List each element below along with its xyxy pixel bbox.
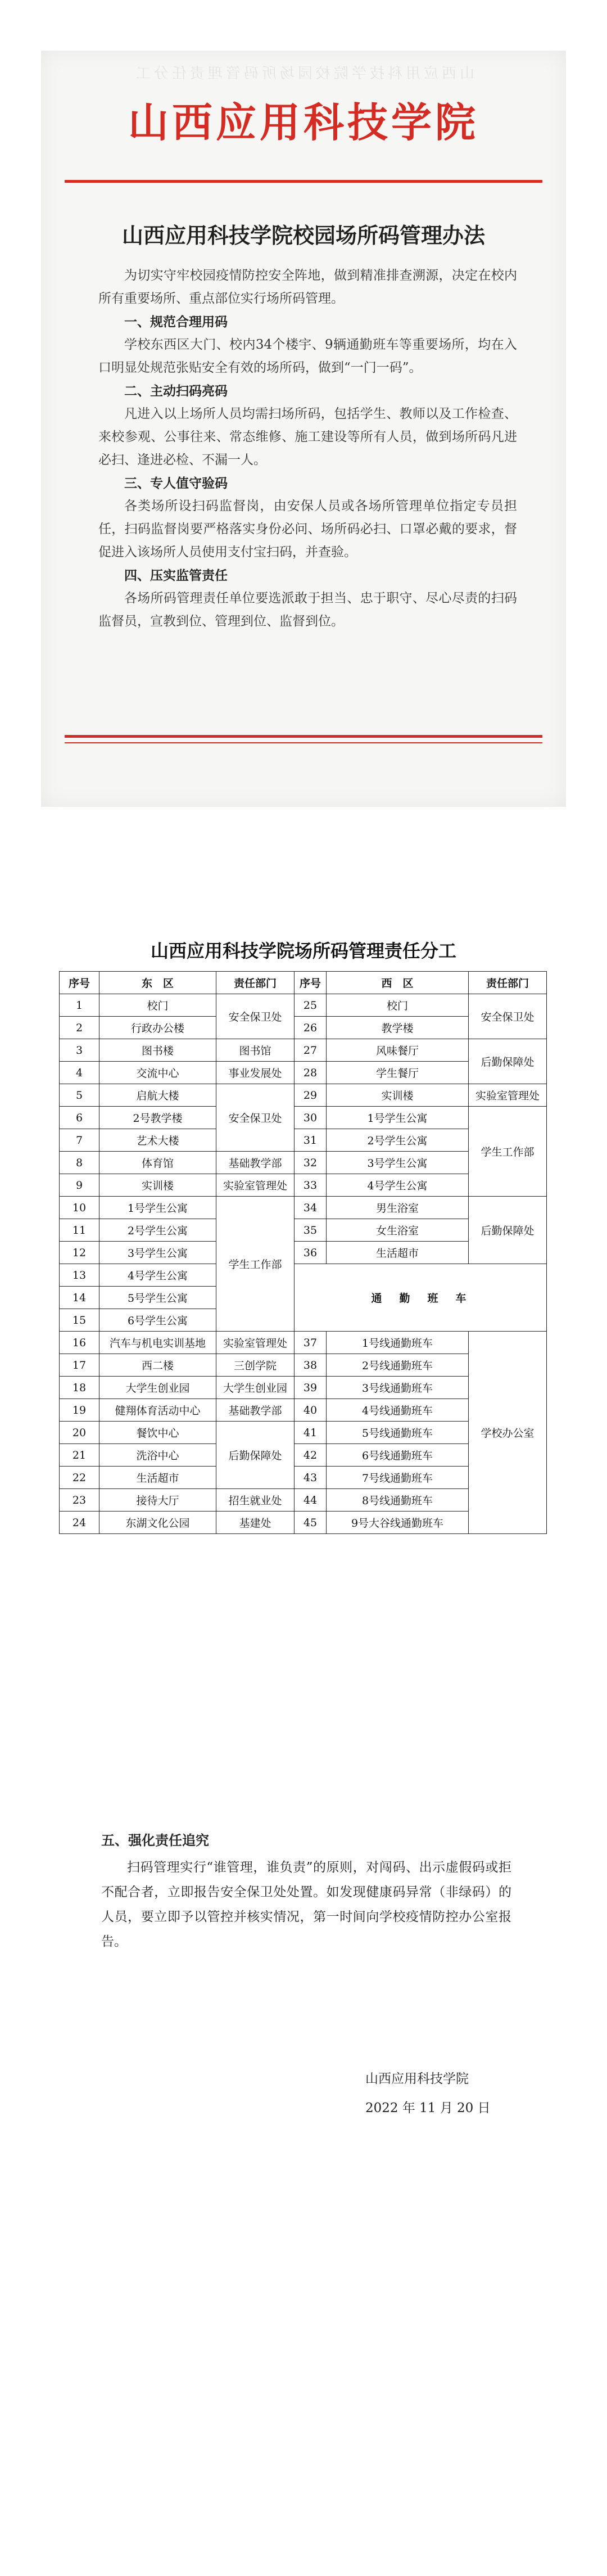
west-place: 6号线通勤班车 xyxy=(327,1444,469,1467)
east-dept: 基建处 xyxy=(216,1512,295,1534)
row-no: 26 xyxy=(295,1017,327,1039)
header-dept: 责任部门 xyxy=(216,972,295,994)
east-dept: 基础教学部 xyxy=(216,1399,295,1422)
signature-org: 山西应用科技学院 xyxy=(365,2072,469,2086)
west-dept: 后勤保障处 xyxy=(469,1039,547,1084)
row-no: 33 xyxy=(295,1174,327,1197)
row-no: 28 xyxy=(295,1062,327,1084)
row-no: 13 xyxy=(60,1264,99,1287)
west-place: 3号线通勤班车 xyxy=(327,1377,469,1399)
west-place: 1号线通勤班车 xyxy=(327,1332,469,1354)
row-no: 31 xyxy=(295,1129,327,1152)
west-place: 5号线通勤班车 xyxy=(327,1422,469,1444)
section-heading: 二、主动扫码亮码 xyxy=(124,384,228,399)
row-no: 30 xyxy=(295,1107,327,1129)
east-dept: 安全保卫处 xyxy=(216,994,295,1039)
header-west: 西 区 xyxy=(327,972,469,994)
signature-date: 2022 年 11 月 20 日 xyxy=(365,2101,491,2115)
row-no: 7 xyxy=(60,1129,99,1152)
east-dept: 招生就业处 xyxy=(216,1489,295,1512)
row-no: 12 xyxy=(60,1242,99,1264)
east-place: 2号学生公寓 xyxy=(99,1219,216,1242)
table-row xyxy=(60,994,547,1017)
row-no: 1 xyxy=(60,994,99,1017)
east-dept: 大学生创业园 xyxy=(216,1377,295,1399)
east-dept: 图书馆 xyxy=(216,1039,295,1062)
header-no: 序号 xyxy=(60,972,99,994)
row-no: 27 xyxy=(295,1039,327,1062)
east-place: 实训楼 xyxy=(99,1174,216,1197)
row-no: 10 xyxy=(60,1197,99,1219)
section-text: 学校东西区大门、校内34个楼宇、9辆通勤班车等重要场所，均在入口明显处规范张贴安全有效的场所码，做到“一门一码”。 xyxy=(98,337,517,375)
east-place: 2号教学楼 xyxy=(99,1107,216,1129)
table-row xyxy=(60,1332,547,1354)
row-no: 16 xyxy=(60,1332,99,1354)
west-dept: 安全保卫处 xyxy=(469,994,547,1039)
west-place: 2号线通勤班车 xyxy=(327,1354,469,1377)
west-dept: 实验室管理处 xyxy=(469,1084,547,1107)
east-dept: 学生工作部 xyxy=(216,1197,295,1332)
notice-title: 山西应用科技学院校园场所码管理办法 xyxy=(121,223,485,248)
west-dept: 后勤保障处 xyxy=(469,1197,547,1264)
section-heading: 四、压实监管责任 xyxy=(124,568,228,583)
west-place: 生活超市 xyxy=(327,1242,469,1264)
east-place: 生活超市 xyxy=(99,1467,216,1489)
west-place: 实训楼 xyxy=(327,1084,469,1107)
row-no: 14 xyxy=(60,1287,99,1309)
east-place: 健翔体育活动中心 xyxy=(99,1399,216,1422)
section-five-heading: 五、强化责任追究 xyxy=(101,1832,209,1848)
east-dept: 后勤保障处 xyxy=(216,1422,295,1489)
row-no: 45 xyxy=(295,1512,327,1534)
row-no: 6 xyxy=(60,1107,99,1129)
row-no: 20 xyxy=(60,1422,99,1444)
east-place: 体育馆 xyxy=(99,1152,216,1174)
east-place: 洗浴中心 xyxy=(99,1444,216,1467)
west-place: 女生浴室 xyxy=(327,1219,469,1242)
row-no: 4 xyxy=(60,1062,99,1084)
bleed-through-title: 山西应用科技学院校园场所码管理责任分工 xyxy=(133,65,475,82)
east-dept: 事业发展处 xyxy=(216,1062,295,1084)
east-place: 图书楼 xyxy=(99,1039,216,1062)
row-no: 15 xyxy=(60,1309,99,1332)
row-no: 22 xyxy=(60,1467,99,1489)
east-place: 艺术大楼 xyxy=(99,1129,216,1152)
row-no: 37 xyxy=(295,1332,327,1354)
west-dept: 学生工作部 xyxy=(469,1107,547,1197)
west-place: 男生浴室 xyxy=(327,1197,469,1219)
responsibility-table xyxy=(59,971,547,1534)
header-dept: 责任部门 xyxy=(469,972,547,994)
section-heading: 一、规范合理用码 xyxy=(124,314,228,330)
east-place: 4号学生公寓 xyxy=(99,1264,216,1287)
row-no: 34 xyxy=(295,1197,327,1219)
table-row xyxy=(60,1084,547,1107)
notice-body xyxy=(98,264,517,633)
row-no: 40 xyxy=(295,1399,327,1422)
row-no: 42 xyxy=(295,1444,327,1467)
row-no: 44 xyxy=(295,1489,327,1512)
row-no: 3 xyxy=(60,1039,99,1062)
header-rule xyxy=(65,180,542,183)
west-place: 8号线通勤班车 xyxy=(327,1489,469,1512)
table-row xyxy=(60,1264,547,1287)
east-place: 东湖文化公园 xyxy=(99,1512,216,1534)
row-no: 32 xyxy=(295,1152,327,1174)
header-no: 序号 xyxy=(295,972,327,994)
row-no: 41 xyxy=(295,1422,327,1444)
east-place: 6号学生公寓 xyxy=(99,1309,216,1332)
table-row xyxy=(60,1197,547,1219)
table-header-row xyxy=(60,972,547,994)
east-place: 1号学生公寓 xyxy=(99,1197,216,1219)
commuter-bus-section: 通 勤 班 车 xyxy=(295,1264,547,1332)
west-place: 7号线通勤班车 xyxy=(327,1467,469,1489)
section-text: 各场所码管理责任单位要选派敢于担当、忠于职守、尽心尽责的扫码监督员，宣教到位、管理到位、监督到位。 xyxy=(98,591,517,629)
east-place: 餐饮中心 xyxy=(99,1422,216,1444)
east-place: 交流中心 xyxy=(99,1062,216,1084)
table-row xyxy=(60,1107,547,1129)
row-no: 23 xyxy=(60,1489,99,1512)
row-no: 36 xyxy=(295,1242,327,1264)
table-row xyxy=(60,1039,547,1062)
row-no: 38 xyxy=(295,1354,327,1377)
east-place: 大学生创业园 xyxy=(99,1377,216,1399)
east-place: 接待大厅 xyxy=(99,1489,216,1512)
west-place: 2号学生公寓 xyxy=(327,1129,469,1152)
notice-header: 山西应用科技学院 xyxy=(128,99,479,146)
east-dept: 三创学院 xyxy=(216,1354,295,1377)
row-no: 18 xyxy=(60,1377,99,1399)
row-no: 19 xyxy=(60,1399,99,1422)
section-text: 各类场所设扫码监督岗，由安保人员或各场所管理单位指定专员担任，扫码监督岗要严格落实身份必问、场所码必扫、口罩必戴的要求，督促进入该场所人员使用支付宝扫码，并查验。 xyxy=(98,499,517,560)
east-place: 5号学生公寓 xyxy=(99,1287,216,1309)
west-place: 校门 xyxy=(327,994,469,1017)
row-no: 43 xyxy=(295,1467,327,1489)
row-no: 25 xyxy=(295,994,327,1017)
footer-rule xyxy=(65,735,542,738)
east-place: 3号学生公寓 xyxy=(99,1242,216,1264)
west-place: 9号大谷线通勤班车 xyxy=(327,1512,469,1534)
west-place: 风味餐厅 xyxy=(327,1039,469,1062)
section-five xyxy=(101,1828,511,1954)
header-east: 东 区 xyxy=(99,972,216,994)
west-place: 4号学生公寓 xyxy=(327,1174,469,1197)
row-no: 29 xyxy=(295,1084,327,1107)
section-text: 凡进入以上场所人员均需扫场所码，包括学生、教师以及工作检查、来校参观、公事往来、常态维修、施工建设等所有人员，做到场所码凡进必扫、逢进必检、不漏一人。 xyxy=(98,407,517,467)
row-no: 17 xyxy=(60,1354,99,1377)
east-place: 西二楼 xyxy=(99,1354,216,1377)
west-place: 3号学生公寓 xyxy=(327,1152,469,1174)
notice-intro: 为切实守牢校园疫情防控安全阵地，做到精准排查溯源，决定在校内所有重要场所、重点部位实行场所码管理。 xyxy=(98,268,517,306)
footer-rule-thin xyxy=(65,742,542,743)
section-heading: 三、专人值守验码 xyxy=(124,476,228,491)
row-no: 9 xyxy=(60,1174,99,1197)
row-no: 35 xyxy=(295,1219,327,1242)
east-place: 行政办公楼 xyxy=(99,1017,216,1039)
row-no: 24 xyxy=(60,1512,99,1534)
row-no: 5 xyxy=(60,1084,99,1107)
east-place: 启航大楼 xyxy=(99,1084,216,1107)
west-dept: 学校办公室 xyxy=(469,1332,547,1534)
east-dept: 实验室管理处 xyxy=(216,1174,295,1197)
west-place: 1号学生公寓 xyxy=(327,1107,469,1129)
row-no: 8 xyxy=(60,1152,99,1174)
west-place: 学生餐厅 xyxy=(327,1062,469,1084)
east-dept: 实验室管理处 xyxy=(216,1332,295,1354)
east-dept: 基础教学部 xyxy=(216,1152,295,1174)
table-title: 山西应用科技学院场所码管理责任分工 xyxy=(150,940,456,962)
east-place: 校门 xyxy=(99,994,216,1017)
row-no: 2 xyxy=(60,1017,99,1039)
row-no: 39 xyxy=(295,1377,327,1399)
row-no: 11 xyxy=(60,1219,99,1242)
section-five-text: 扫码管理实行“谁管理，谁负责”的原则，对闯码、出示虚假码或拒不配合者，立即报告安全保卫处处置。如发现健康码异常（非绿码）的人员，要立即予以管控并核实情况，第一时间向学校疫情防控办公室报告。 xyxy=(101,1860,511,1949)
row-no: 21 xyxy=(60,1444,99,1467)
east-place: 汽车与机电实训基地 xyxy=(99,1332,216,1354)
east-dept: 安全保卫处 xyxy=(216,1084,295,1152)
west-place: 4号线通勤班车 xyxy=(327,1399,469,1422)
west-place: 教学楼 xyxy=(327,1017,469,1039)
